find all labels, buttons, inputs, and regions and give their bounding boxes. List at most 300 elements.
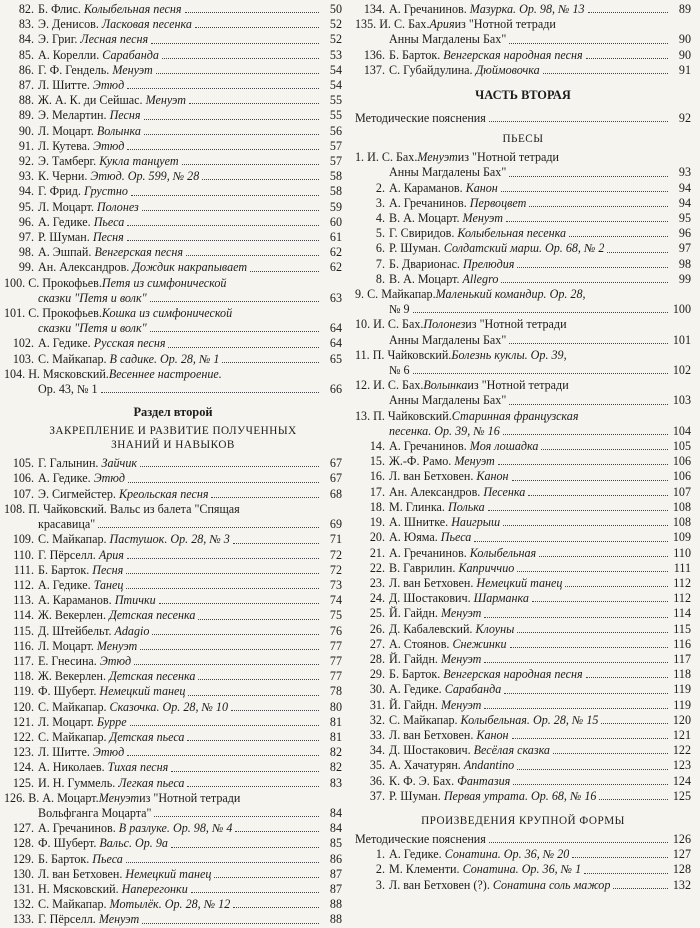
toc-entry <box>4 578 342 593</box>
entry-body <box>38 200 342 215</box>
entry-body <box>389 591 691 606</box>
page-number: 109 <box>672 530 691 545</box>
entry-title: Первоцвет <box>469 195 527 210</box>
entry-author: Й. Гайдн. <box>389 651 441 666</box>
leader-dots <box>503 434 668 435</box>
entry-number: 137. <box>363 62 385 77</box>
leader-dots <box>126 588 319 589</box>
page-number: 83 <box>329 775 342 790</box>
methodical-notes-label: Методические пояснения <box>355 831 486 846</box>
page-number: 121 <box>672 727 691 742</box>
page-number: 126 <box>672 831 691 846</box>
leader-dots <box>599 799 668 800</box>
entry-number: 128. <box>12 836 34 851</box>
toc-entry <box>4 456 342 471</box>
entry-text <box>389 546 536 561</box>
toc-entry <box>355 515 691 530</box>
toc-entry <box>4 608 342 623</box>
entry-number: 85. <box>18 47 34 62</box>
entry-body <box>389 439 691 454</box>
entry-body <box>38 548 342 563</box>
entry-author: Л. Шитте. <box>38 745 93 760</box>
entry-title-cont: Анны Магдалены Бах" <box>389 393 507 408</box>
entry-text <box>38 78 124 93</box>
entry-body <box>38 684 342 699</box>
entry-author: Д. Шостакович. <box>389 743 474 758</box>
page-number: 57 <box>329 154 342 169</box>
entry-number: 129. <box>12 851 34 866</box>
entry-text <box>389 196 526 211</box>
right-large-form-entries <box>355 847 691 893</box>
entry-title: Детская песенка <box>109 669 196 684</box>
leader-dots <box>513 784 668 785</box>
toc-entry <box>4 169 342 184</box>
entry-body <box>389 698 691 713</box>
entry-body <box>38 852 342 867</box>
entry-number: 21. <box>369 545 385 560</box>
entry-title: Наперегонки <box>121 881 188 896</box>
entry-title: Менуэт <box>454 454 495 469</box>
page-number: 52 <box>329 32 342 47</box>
page-number: 122 <box>672 743 691 758</box>
entry-number: 4. <box>375 211 385 226</box>
entry-text <box>38 776 184 791</box>
entry-title: Прелюдия <box>462 256 515 271</box>
entry-title: Ария <box>98 547 124 562</box>
leader-dots <box>517 267 668 268</box>
entry-number: 37. <box>369 788 385 803</box>
large-form-title: ПРОИЗВЕДЕНИЯ КРУПНОЙ ФОРМЫ <box>421 814 625 827</box>
toc-entry <box>355 454 691 469</box>
entry-author: Л. ван Бетховен. <box>389 727 477 742</box>
entry-title: Петя из симфонической <box>101 275 227 290</box>
entry-title-cont: Анны Магдалены Бах" <box>389 332 507 347</box>
entry-body <box>38 654 342 669</box>
leader-dots <box>231 710 319 711</box>
entry-author: Э. Сигмейстер. <box>38 486 119 501</box>
entry-title: Сонатина соль мажор <box>492 877 611 892</box>
page-number: 100 <box>672 302 691 317</box>
page-number: 84 <box>329 805 342 820</box>
entry-body <box>38 245 342 260</box>
page-number: 67 <box>329 471 342 486</box>
leader-dots <box>142 923 319 924</box>
page-number: 76 <box>329 623 342 638</box>
toc-entry-135 <box>355 17 691 47</box>
entry-body <box>389 728 691 743</box>
toc-entry <box>355 878 691 893</box>
toc-entry <box>4 624 342 639</box>
leader-dots <box>186 255 319 256</box>
page-number: 54 <box>329 62 342 77</box>
entry-number: 114. <box>13 608 34 623</box>
toc-entry <box>355 241 691 256</box>
entry-body <box>389 454 691 469</box>
leader-dots <box>543 73 668 74</box>
entry-number: 111. <box>13 562 34 577</box>
entry-author: С. Майкапар. <box>38 897 110 912</box>
toc-entry <box>355 728 691 743</box>
leader-dots <box>140 649 319 650</box>
entry-text <box>389 241 604 256</box>
leader-dots <box>140 466 319 467</box>
entry-number: 29. <box>369 667 385 682</box>
entry-title: Грустно <box>83 184 128 199</box>
leader-dots <box>489 121 668 122</box>
entry-author: С. Майкапар. <box>38 729 110 744</box>
page-number: 53 <box>329 47 342 62</box>
entry-body <box>38 471 342 486</box>
entry-author: С. Майкапар. <box>38 532 110 547</box>
entry-number: 97. <box>18 230 34 245</box>
entry-title: Клоуны <box>475 621 515 636</box>
page-number: 86 <box>329 851 342 866</box>
entry-author: А. Гедике. <box>389 847 445 862</box>
entry-text <box>38 912 139 927</box>
page-number: 120 <box>672 712 691 727</box>
entry-number: 93. <box>18 169 34 184</box>
entry-title: Пастушок. Ор. 28, № 3 <box>109 532 230 547</box>
entry-text <box>38 169 199 184</box>
entry-number: 102. <box>12 336 34 351</box>
entry-text <box>38 578 123 593</box>
page-number: 81 <box>329 714 342 729</box>
page-number: 55 <box>329 93 342 108</box>
toc-entry <box>355 272 691 287</box>
page-number: 111 <box>673 560 691 575</box>
page-number: 77 <box>329 669 342 684</box>
entry-body <box>389 789 691 804</box>
entry-body <box>389 226 691 241</box>
leader-dots <box>191 892 319 893</box>
entry-title: Волынка <box>96 123 141 138</box>
page-number: 114 <box>673 606 691 621</box>
entry-title-cont: № 9 <box>389 302 410 317</box>
entry-text <box>38 245 183 260</box>
entry-number: 2. <box>375 862 385 877</box>
leader-dots <box>142 210 319 211</box>
toc-entry <box>4 124 342 139</box>
toc-entry <box>355 774 691 789</box>
page-number: 57 <box>329 138 342 153</box>
toc-piece-12 <box>355 378 691 408</box>
entry-title-cont: № 6 <box>389 363 410 378</box>
toc-piece-13 <box>355 409 691 439</box>
page-number: 108 <box>672 499 691 514</box>
page-number: 96 <box>678 226 691 241</box>
entry-title: Наигрыш <box>451 515 501 530</box>
entry-title-cont: Ор. 43, № 1 <box>38 382 98 397</box>
entry-body <box>38 2 342 17</box>
leader-dots <box>498 464 668 465</box>
entry-title: Канон <box>476 469 509 484</box>
methodical-notes-1 <box>355 111 691 126</box>
toc-entry-100 <box>4 276 342 306</box>
page-number: 107 <box>672 484 691 499</box>
entry-title: Ария <box>429 17 455 32</box>
entry-number: 96. <box>18 214 34 229</box>
entry-text <box>38 124 141 139</box>
entry-author: С. Губайдулина. <box>389 62 476 77</box>
entry-title: Сонатина. Ор. 36, № 1 <box>462 862 582 877</box>
page-number: 75 <box>329 608 342 623</box>
page-number: 80 <box>329 699 342 714</box>
entry-title: Тихая песня <box>107 760 169 775</box>
entry-title: Этюд <box>93 138 125 153</box>
entry-title-cont: красавица" <box>38 517 96 532</box>
page-number: 52 <box>329 17 342 32</box>
entry-body <box>38 184 342 199</box>
leader-dots <box>211 497 319 498</box>
entry-title: Кукла танцует <box>99 154 179 169</box>
entry-number: 107. <box>12 486 34 501</box>
entry-text <box>38 184 128 199</box>
entry-body <box>389 469 691 484</box>
entry-title: Сонатина. Ор. 36, № 20 <box>444 847 570 862</box>
page-number: 77 <box>329 638 342 653</box>
entry-author: И. Н. Гуммель. <box>38 775 119 790</box>
entry-body <box>38 608 342 623</box>
entry-text <box>38 352 219 367</box>
toc-entry <box>4 471 342 486</box>
leader-dots <box>198 619 319 620</box>
entry-title: Ласковая песенка <box>101 17 192 32</box>
entry-text <box>38 32 148 47</box>
entry-author: Г. Пёрселл. <box>38 912 99 927</box>
toc-entry <box>4 215 342 230</box>
entry-number: 130. <box>12 866 34 881</box>
toc-entry <box>355 196 691 211</box>
page-number: 90 <box>678 32 691 47</box>
page-number: 62 <box>329 260 342 275</box>
entry-title: Фантазия <box>457 773 511 788</box>
leader-dots <box>532 601 668 602</box>
left-entries-2 <box>4 456 342 502</box>
entry-body <box>38 867 342 882</box>
entry-body <box>38 17 342 32</box>
section-subtitle-line2: ЗНАНИЙ И НАВЫКОВ <box>111 439 235 452</box>
entry-number: 7. <box>375 256 385 271</box>
toc-entry-108 <box>4 502 342 532</box>
entry-number: 35. <box>369 758 385 773</box>
entry-text: 108. П. Чайковский. Вальс из балета "Спящая <box>4 501 240 516</box>
entry-body <box>38 624 342 639</box>
page-number: 132 <box>672 877 691 892</box>
entry-title: Солдатский марш. Ор. 68, № 2 <box>443 241 605 256</box>
entry-author: А. Юяма. <box>389 530 441 545</box>
entry-title: Менуэт <box>98 790 140 805</box>
entry-text <box>38 336 165 351</box>
toc-entry <box>355 847 691 862</box>
toc-entry <box>4 260 342 275</box>
entry-number: 17. <box>369 484 385 499</box>
entry-text <box>38 108 141 123</box>
entry-title: Канон <box>465 180 498 195</box>
entry-title: Этюд <box>99 653 132 668</box>
entry-author: Н. Мясковский. <box>38 881 122 896</box>
page-number: 63 <box>329 290 342 305</box>
leader-dots <box>162 58 319 59</box>
page-number: 115 <box>673 621 691 636</box>
entry-author: Ж.-Ф. Рамо. <box>389 454 455 469</box>
entry-number: 33. <box>369 727 385 742</box>
leader-dots <box>528 495 668 496</box>
entry-author: В. А. Моцарт. <box>389 271 463 286</box>
entry-author: М. Глинка. <box>389 499 448 514</box>
page-number: 112 <box>673 575 691 590</box>
entry-source: из "Нотной тетради <box>467 378 569 393</box>
page-number: 127 <box>672 847 691 862</box>
entry-body <box>38 169 342 184</box>
entry-title: Венгерская народная песня <box>443 47 583 62</box>
page-number: 62 <box>329 245 342 260</box>
entry-number: 95. <box>18 199 34 214</box>
entry-title: Старинная французская <box>451 408 579 423</box>
leader-dots <box>127 225 319 226</box>
entry-text <box>38 487 208 502</box>
page-number: 66 <box>329 382 342 397</box>
toc-entry <box>355 561 691 576</box>
page-number: 103 <box>672 393 691 408</box>
toc-entry <box>4 532 342 547</box>
toc-piece-10 <box>355 317 691 347</box>
entry-number: 127. <box>12 821 34 836</box>
entry-author: 104. Н. Мясковский. <box>4 366 109 381</box>
entry-text <box>389 713 598 728</box>
entry-author: А. Корелли. <box>38 47 103 62</box>
leader-dots <box>151 43 319 44</box>
entry-text <box>38 48 159 63</box>
entry-author: С. Майкапар. <box>38 699 110 714</box>
entry-text <box>38 63 153 78</box>
entry-text <box>389 576 562 591</box>
entry-body <box>389 181 691 196</box>
entry-body <box>389 713 691 728</box>
leader-dots <box>222 362 319 363</box>
page-number: 87 <box>329 866 342 881</box>
entry-author: А. Караманов. <box>389 180 466 195</box>
entry-title-cont: сказки "Петя и волк" <box>38 290 147 305</box>
entry-author: К. Черни. <box>38 169 91 184</box>
entry-author: Б. Барток. <box>389 667 444 682</box>
page-number: 55 <box>329 108 342 123</box>
entry-text <box>389 272 498 287</box>
entry-number: 98. <box>18 245 34 260</box>
entry-body <box>38 776 342 791</box>
leader-dots <box>127 88 319 89</box>
page-number: 112 <box>673 591 691 606</box>
leader-dots <box>510 647 668 648</box>
entry-body <box>38 912 342 927</box>
toc-entry <box>4 684 342 699</box>
entry-text <box>38 17 192 32</box>
leader-dots <box>584 873 668 874</box>
entry-author: 13. П. Чайковский. <box>355 408 452 423</box>
toc-entry <box>355 500 691 515</box>
entry-number: 86. <box>18 62 34 77</box>
entry-text <box>38 230 124 245</box>
entry-body <box>38 821 342 836</box>
entry-body <box>38 897 342 912</box>
entry-text <box>38 624 149 639</box>
entry-body <box>389 485 691 500</box>
left-top-entries <box>4 2 342 276</box>
page-number: 102 <box>672 363 691 378</box>
entry-body <box>38 139 342 154</box>
entry-body <box>389 257 691 272</box>
entry-number: 14. <box>369 439 385 454</box>
leader-dots <box>156 73 319 74</box>
entry-author: 100. С. Прокофьев. <box>4 275 102 290</box>
entry-text <box>38 821 232 836</box>
entry-title: Песня <box>109 108 141 123</box>
entry-body <box>389 2 691 17</box>
toc-entry <box>4 882 342 897</box>
entry-title: Песенка <box>483 484 526 499</box>
leader-dots <box>509 43 668 44</box>
page-number: 128 <box>672 862 691 877</box>
entry-title-cont: Анны Магдалены Бах" <box>389 32 507 47</box>
entry-title: Моя лошадка <box>469 439 539 454</box>
toc-entry-126 <box>4 791 342 821</box>
entry-text <box>389 211 503 226</box>
page-number: 73 <box>329 577 342 592</box>
right-entries-after-135 <box>355 48 691 78</box>
entry-text <box>38 215 124 230</box>
entry-title: Сарабанда <box>444 682 502 697</box>
entry-number: 20. <box>369 530 385 545</box>
entry-text <box>389 63 540 78</box>
page-number: 117 <box>673 651 691 666</box>
entry-author: Г. Фрид. <box>38 184 84 199</box>
entry-number: 32. <box>369 712 385 727</box>
page-number: 58 <box>329 169 342 184</box>
entry-author: 9. С. Майкапар. <box>355 287 436 302</box>
entry-body <box>38 578 342 593</box>
toc-entry <box>4 108 342 123</box>
entry-title: Немецкий танец <box>99 684 186 699</box>
entry-title: Креольская песня <box>118 486 209 501</box>
entry-title-cont: сказки "Петя и волк" <box>38 321 147 336</box>
leader-dots <box>185 12 319 13</box>
leader-dots <box>202 179 319 180</box>
entry-title: Зайчик <box>101 456 138 471</box>
leader-dots <box>171 847 319 848</box>
toc-entry <box>4 245 342 260</box>
entry-body <box>389 774 691 789</box>
page-number: 58 <box>329 184 342 199</box>
entry-text <box>38 867 211 882</box>
leader-dots <box>188 695 319 696</box>
entry-author: 1. И. С. Бах. <box>355 150 418 165</box>
page-number: 98 <box>678 256 691 271</box>
entry-number: 26. <box>369 621 385 636</box>
page-number: 94 <box>678 180 691 195</box>
entry-author: К. Ф. Э. Бах. <box>389 773 458 788</box>
entry-body <box>389 561 691 576</box>
entry-body <box>389 241 691 256</box>
entry-number: 124. <box>12 760 34 775</box>
entry-title: Дождик накрапывает <box>132 260 248 275</box>
leader-dots <box>517 632 668 633</box>
entry-text <box>38 563 123 578</box>
entry-title: Болезнь куклы. Ор. 39, <box>451 347 567 362</box>
entry-body <box>38 48 342 63</box>
entry-author: Л. ван Бетховен. <box>389 575 477 590</box>
page-number: 78 <box>329 684 342 699</box>
entry-body <box>389 515 691 530</box>
entry-number: 83. <box>18 17 34 32</box>
